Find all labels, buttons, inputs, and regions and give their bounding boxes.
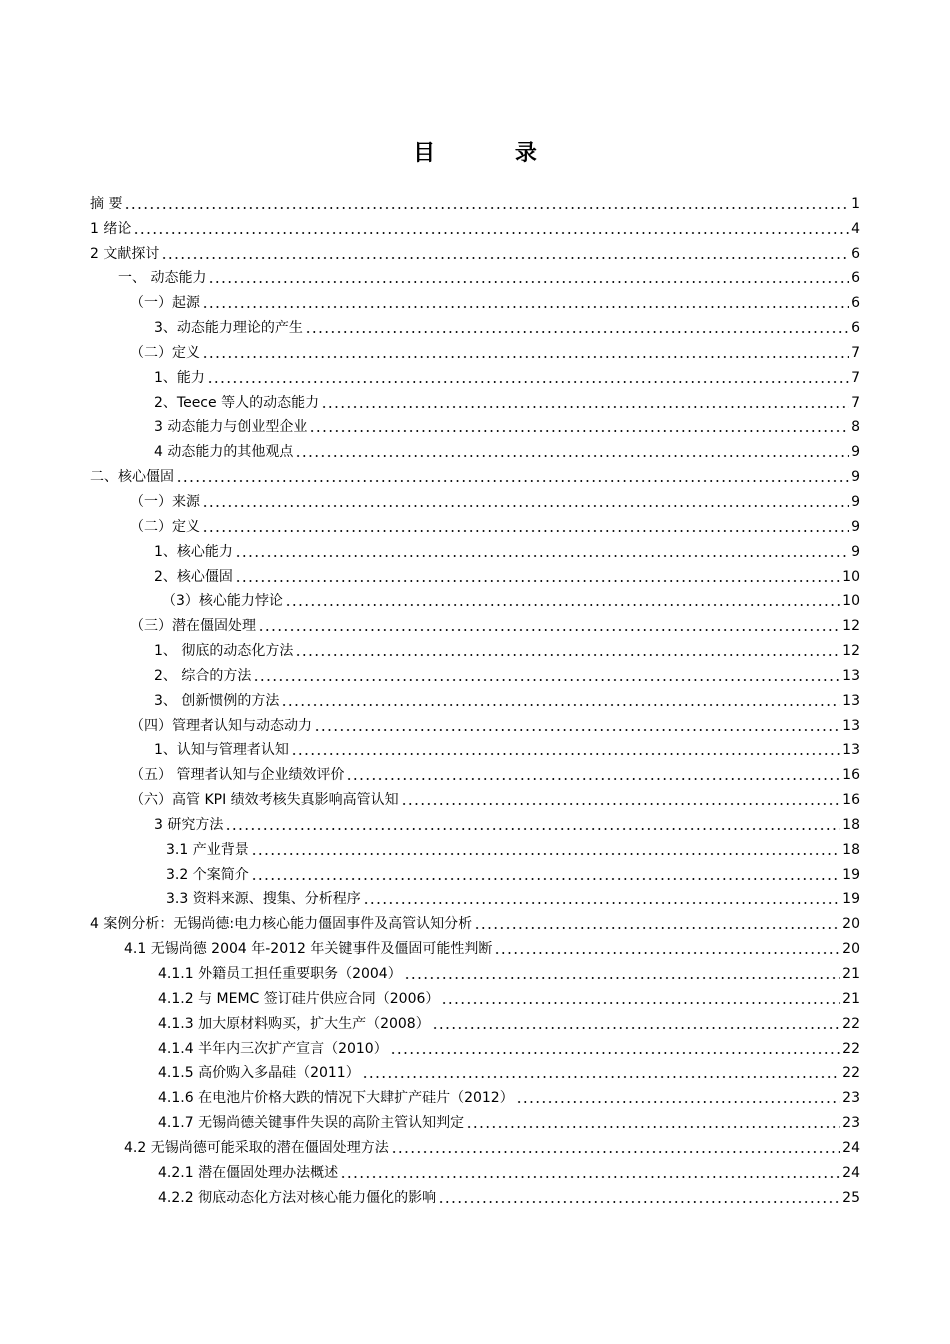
toc-entry-text: （四）管理者认知与动态动力 [130,717,312,734]
toc-entry-text: 4 案例分析：无锡尚德:电力核心能力僵固事件及高管认知分析 [90,916,473,933]
toc-entry-page-number: 6 [851,270,860,287]
toc-entry-text: 摘 要 [90,195,123,212]
toc-entry-page-number: 9 [851,518,860,535]
toc-entry-text: 3、 创新惯例的方法 [154,692,280,709]
toc-entry[interactable] [90,1157,860,1182]
dot-leader [466,1115,840,1129]
toc-entry[interactable] [90,263,860,288]
dot-leader [362,1065,840,1079]
toc-entry[interactable] [90,511,860,536]
dot-leader [340,1165,840,1179]
toc-entry[interactable] [90,461,860,486]
dot-leader [404,966,840,980]
dot-leader [401,792,841,806]
dot-leader [202,494,849,508]
toc-entry[interactable] [90,908,860,933]
toc-entry-page-number: 10 [842,568,860,585]
toc-entry[interactable] [90,1182,860,1207]
toc-entry-text: 4.2.1 潜在僵固处理办法概述 [158,1164,339,1181]
toc-entry-page-number: 22 [842,1065,860,1082]
toc-entry-page-number: 21 [842,990,860,1007]
toc-entry[interactable] [90,536,860,561]
toc-entry[interactable] [90,586,860,611]
toc-entry-text: （二）定义 [130,518,200,535]
toc-entry[interactable] [90,312,860,337]
toc-entry[interactable] [90,213,860,238]
toc-entry-text: 二、核心僵固 [90,469,174,486]
toc-entry-text: （3）核心能力悖论 [162,593,283,610]
dot-leader [474,916,840,930]
toc-entry[interactable] [90,834,860,859]
dot-leader [321,395,849,409]
dot-leader [251,842,840,856]
toc-entry-text: （一）来源 [130,493,200,510]
toc-entry-page-number: 7 [851,344,860,361]
toc-entry-page-number: 24 [842,1164,860,1181]
toc-entry[interactable] [90,486,860,511]
toc-entry[interactable] [90,362,860,387]
toc-entry[interactable] [90,710,860,735]
dot-leader [235,544,849,558]
toc-entry-text: 2、核心僵固 [154,568,233,585]
toc-entry-page-number: 22 [842,1015,860,1032]
toc-entry[interactable] [90,685,860,710]
toc-entry-text: 4.1.4 半年内三次扩产宣言（2010） [158,1040,388,1057]
toc-entry[interactable] [90,436,860,461]
toc-entry[interactable] [90,784,860,809]
toc-entry[interactable] [90,387,860,412]
toc-entry-text: 1、认知与管理者认知 [154,742,289,759]
toc-entry[interactable] [90,1082,860,1107]
dot-leader [202,345,849,359]
toc-entry[interactable] [90,1132,860,1157]
toc-entry-page-number: 24 [842,1139,860,1156]
toc-entry-text: 1、能力 [154,369,205,386]
toc-entry-text: 3 研究方法 [154,816,224,833]
toc-entry-text: 4.2 无锡尚德可能采取的潜在僵固处理方法 [124,1139,389,1156]
toc-entry-page-number: 7 [851,369,860,386]
dot-leader [258,618,840,632]
toc-entry[interactable] [90,1008,860,1033]
dot-leader [176,469,849,483]
toc-entry-page-number: 20 [842,916,860,933]
toc-entry[interactable] [90,337,860,362]
dot-leader [494,941,840,955]
toc-entry-page-number: 16 [842,792,860,809]
toc-entry[interactable] [90,287,860,312]
toc-entry-page-number: 4 [851,220,860,237]
toc-entry[interactable] [90,660,860,685]
toc-entry[interactable] [90,1058,860,1083]
toc-entry-page-number: 13 [842,742,860,759]
toc-entry[interactable] [90,412,860,437]
dot-leader [314,718,840,732]
toc-entry-page-number: 20 [842,941,860,958]
toc-entry-page-number: 7 [851,394,860,411]
dot-leader [346,767,840,781]
toc-entry-text: 3 动态能力与创业型企业 [154,419,308,436]
dot-leader [432,1016,840,1030]
dot-leader [309,419,849,433]
toc-entry-page-number: 6 [851,295,860,312]
toc-entry-page-number: 18 [842,841,860,858]
dot-leader [363,891,840,905]
dot-leader [133,221,849,235]
toc-entry-page-number: 19 [842,891,860,908]
toc-entry-text: 4.2.2 彻底动态化方法对核心能力僵化的影响 [158,1189,437,1206]
toc-entry-page-number: 9 [851,493,860,510]
toc-entry[interactable] [90,188,860,213]
toc-entry-text: （六）高管 KPI 绩效考核失真影响高管认知 [130,792,399,809]
toc-entry-text: 4.1.6 在电池片价格大跌的情况下大肆扩产硅片（2012） [158,1090,514,1107]
toc-entry[interactable] [90,884,860,909]
toc-entry-page-number: 10 [842,593,860,610]
toc-entry-page-number: 9 [851,543,860,560]
toc-entry-text: 2、 综合的方法 [154,667,252,684]
toc-entry-page-number: 19 [842,866,860,883]
dot-leader [235,569,840,583]
toc-entry-text: 3、动态能力理论的产生 [154,320,303,337]
toc-entry-text: 4 动态能力的其他观点 [154,444,294,461]
dot-leader [202,519,849,533]
toc-entry-page-number: 6 [851,320,860,337]
toc-entry-page-number: 1 [851,195,860,212]
toc-entry-page-number: 25 [842,1189,860,1206]
toc-entry-page-number: 9 [851,444,860,461]
toc-entry[interactable] [90,610,860,635]
dot-leader [305,320,849,334]
toc-entry[interactable] [90,983,860,1008]
toc-entry-page-number: 12 [842,643,860,660]
toc-entry-page-number: 13 [842,667,860,684]
dot-leader [516,1090,840,1104]
toc-entry-page-number: 6 [851,245,860,262]
toc-entry-text: 2、Teece 等人的动态能力 [154,394,320,411]
toc-entry-page-number: 22 [842,1040,860,1057]
toc-entry-text: 4.1.1 外籍员工担任重要职务（2004） [158,966,402,982]
dot-leader [441,991,840,1005]
toc-entry[interactable] [90,1033,860,1058]
toc-entry-text: 4.1.7 无锡尚德关键事件失误的高阶主管认知判定 [158,1115,465,1132]
dot-leader [281,693,840,707]
toc-entry-page-number: 16 [842,767,860,784]
dot-leader [161,246,849,260]
toc-entry-page-number: 21 [842,966,860,982]
toc-entry-text: 4.1.3 加大原材料购买，扩大生产（2008） [158,1015,430,1032]
dot-leader [207,370,849,384]
toc-entry[interactable] [90,561,860,586]
dot-leader [124,196,849,210]
dot-leader [295,643,840,657]
toc-entry[interactable] [90,238,860,263]
dot-leader [208,270,849,284]
toc-entry[interactable] [90,1107,860,1132]
toc-entry-page-number: 9 [851,469,860,486]
dot-leader [202,295,849,309]
toc-entry-text: 1 绪论 [90,220,132,237]
toc-entry-page-number: 13 [842,717,860,734]
dot-leader [390,1041,840,1055]
toc-entry-text: 一、 动态能力 [118,270,207,287]
toc-entry[interactable] [90,735,860,760]
toc-entry-text: （一）起源 [130,295,200,312]
dot-leader [291,742,840,756]
toc-entry-text: 1、 彻底的动态化方法 [154,643,294,660]
toc-entry-text: 1、核心能力 [154,543,233,560]
toc-entry-text: 4.1.2 与 MEMC 签订硅片供应合同（2006） [158,990,440,1007]
toc-entry-page-number: 13 [842,692,860,709]
table-of-contents [90,188,860,1207]
toc-entry-page-number: 8 [851,419,860,436]
dot-leader [391,1140,840,1154]
toc-entry-text: （二）定义 [130,344,200,361]
toc-entry[interactable] [90,859,860,884]
toc-entry-text: 3.1 产业背景 [166,841,249,858]
toc-entry[interactable] [90,635,860,660]
toc-entry-page-number: 18 [842,816,860,833]
toc-entry-text: 4.1.5 高价购入多晶硅（2011） [158,1065,360,1082]
toc-entry-text: 3.2 个案简介 [166,866,249,883]
toc-entry-page-number: 12 [842,618,860,635]
toc-entry-page-number: 23 [842,1090,860,1107]
toc-entry-page-number: 23 [842,1115,860,1132]
toc-entry[interactable] [90,933,860,958]
dot-leader [295,444,849,458]
toc-entry-text: 3.3 资料来源、搜集、分析程序 [166,891,361,908]
toc-entry-text: 2 文献探讨 [90,245,160,262]
dot-leader [285,593,840,607]
toc-entry[interactable] [90,958,860,983]
dot-leader [438,1190,840,1204]
page-title: 目 录 [413,141,573,166]
dot-leader [225,817,840,831]
toc-entry[interactable] [90,809,860,834]
toc-entry-text: 4.1 无锡尚德 2004 年-2012 年关键事件及僵固可能性判断 [124,941,493,958]
dot-leader [253,668,840,682]
toc-entry[interactable] [90,759,860,784]
toc-entry-text: （五） 管理者认知与企业绩效评价 [130,767,345,784]
dot-leader [251,867,840,881]
toc-entry-text: （三）潜在僵固处理 [130,618,256,635]
